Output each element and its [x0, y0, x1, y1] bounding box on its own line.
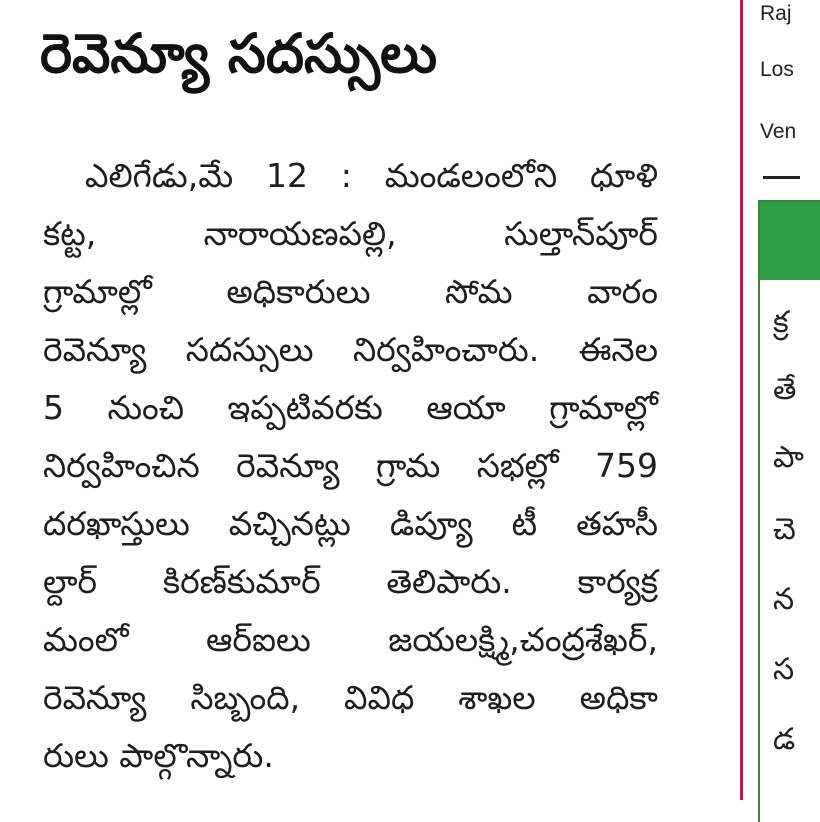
side-fragment: తే [773, 372, 797, 407]
side-text-line: Los [760, 58, 794, 81]
side-fragment: డ [773, 722, 796, 757]
article-line: 5 నుంచి ఇప్పటివరకు ఆయా గ్రామాల్లో [43, 388, 658, 427]
side-fragment: చె [773, 512, 796, 547]
side-rule [763, 176, 800, 179]
article-line: రెవెన్యూ సదస్సులు నిర్వహించారు. ఈనెల [43, 330, 658, 369]
article-line: దరఖాస్తులు వచ్చినట్లు డిప్యూ టీ తహసీ [43, 504, 658, 543]
article-line: కట్ట, నారాయణపల్లి, సుల్తాన్‌పూర్ [43, 214, 658, 253]
adjacent-column [743, 0, 804, 800]
side-text-line: Raj [760, 2, 792, 25]
article-line: నిర్వహించిన రెవెన్యూ గ్రామ సభల్లో 759 [43, 446, 658, 485]
side-fragment: క్ర [773, 305, 789, 340]
article-headline: రెవెన్యూ సదస్సులు [40, 22, 438, 85]
side-fragment: పా [773, 440, 804, 475]
side-fragment: న [773, 582, 795, 617]
article-line: ఎలిగేడు,మే 12 : మండలంలోని ధూళి [85, 156, 658, 195]
article-line: ల్దార్ కిరణ్‌కుమార్ తెలిపారు. కార్యక్ర [43, 562, 658, 601]
article-line: గ్రామాల్లో అధికారులు సోమ వారం [43, 272, 658, 311]
article-line: మంలో ఆర్ఐలు జయలక్ష్మి,చంద్రశేఖర్, [43, 620, 658, 659]
green-panel-header [760, 202, 820, 280]
article-line: రులు పాల్గొన్నారు. [43, 736, 274, 775]
side-fragment: స [773, 652, 795, 687]
side-text-line: Ven [760, 120, 797, 143]
article-line: రెవెన్యూ సిబ్బంది, వివిధ శాఖల అధికా [43, 678, 658, 717]
